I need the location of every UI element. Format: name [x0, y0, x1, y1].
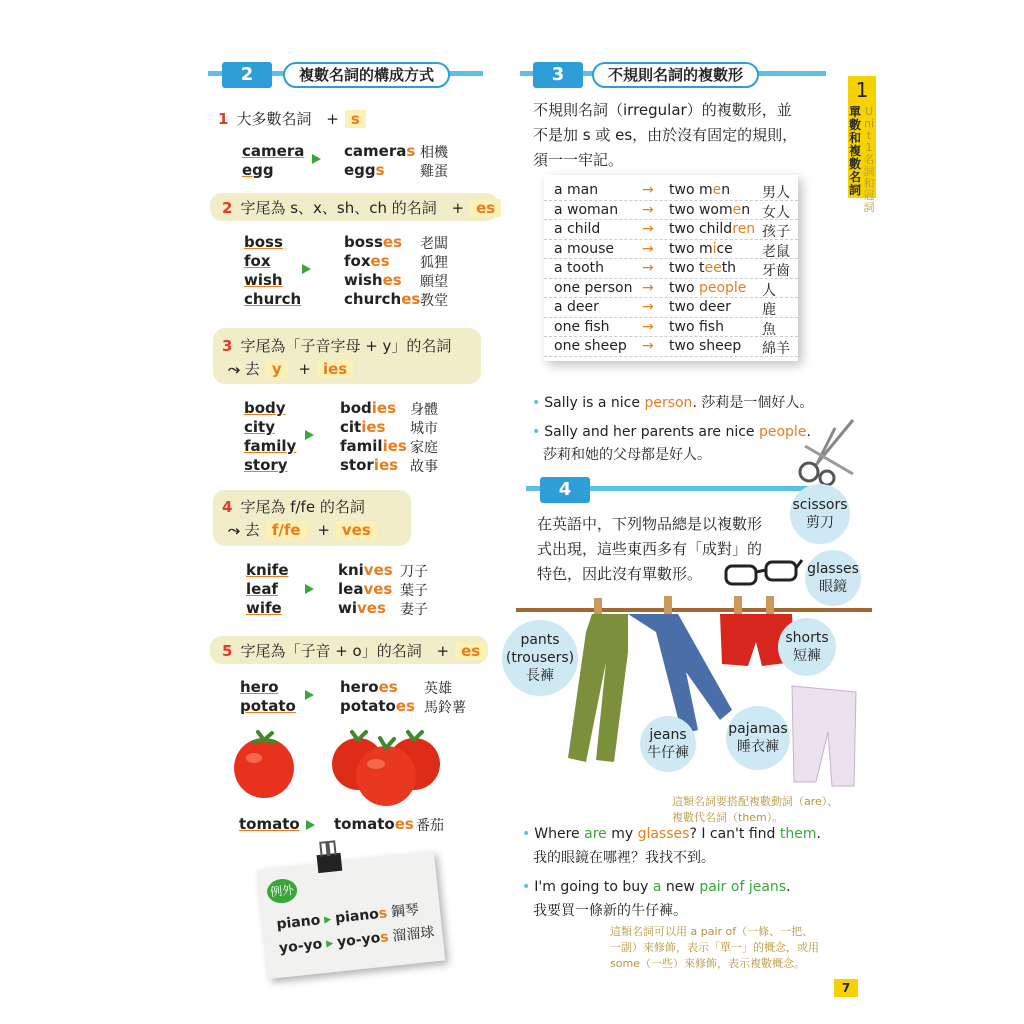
grammar-note-2 [610, 924, 819, 972]
plural-suffix: s [375, 161, 385, 179]
section-4-number: 4 [540, 477, 590, 503]
example-jeans: • I'm going to buy a new pair of jeans. [522, 879, 791, 895]
plural-stem: church [344, 290, 402, 308]
note-line: 複數代名詞（them）。 [672, 811, 784, 824]
plural-change: ee [704, 260, 722, 276]
plural-stem: egg [344, 161, 376, 179]
singular-text: wife [246, 599, 282, 617]
singular-text: a mouse [554, 240, 615, 257]
chinese-meaning: 人 [762, 282, 776, 299]
singular-word [246, 580, 278, 598]
plural-change: e [712, 182, 722, 198]
note-line: 這類名詞要搭配複數動詞（are）、 [672, 795, 839, 808]
singular-text: knife [246, 561, 289, 579]
tomato-image [228, 728, 300, 800]
plural-word [669, 338, 741, 354]
arrow-icon: → [642, 201, 654, 218]
chinese-meaning: 孩子 [762, 224, 790, 240]
exception-card [257, 851, 446, 979]
intro-line: 不規則名詞（irregular）的複數形，並 [533, 101, 792, 119]
plural-suffix: es [382, 271, 402, 289]
singular-text: one fish [554, 318, 610, 335]
irregular-row [544, 259, 798, 279]
singular-word [244, 271, 283, 289]
singular-word [240, 678, 279, 696]
plural-change: e [732, 201, 742, 218]
chinese-meaning: 牙齒 [762, 263, 790, 279]
rule-3: 3 字尾為「子音字母 + y」的名詞 [222, 337, 452, 355]
note-line: 這類名詞可以用 a pair of（一條、一把、 [610, 925, 814, 938]
section-2-title: 複數名詞的構成方式 [283, 62, 450, 88]
chinese-meaning: 番茄 [416, 818, 444, 834]
item-chinese: 長褲 [526, 668, 554, 684]
plural-word [340, 399, 396, 417]
singular-text: camera [242, 142, 305, 160]
grammar-note-1 [672, 794, 838, 826]
chinese-meaning: 狐狸 [420, 255, 448, 271]
plural-word [669, 241, 733, 257]
intro-line: 在英語中，下列物品總是以複數形 [537, 515, 763, 533]
rule-4: 4 字尾為 f/fe 的名詞 [222, 498, 365, 516]
chinese-meaning: 老鼠 [762, 243, 790, 260]
arrow-icon: → [642, 260, 654, 276]
item-chinese: 睡衣褲 [737, 739, 779, 755]
plural-word [669, 221, 755, 237]
arrow-icon: → [642, 221, 654, 237]
singular-text: body [244, 399, 286, 417]
arrow-icon [302, 264, 311, 274]
plural-stem: two child [669, 221, 733, 237]
chinese-meaning: 教堂 [420, 293, 448, 309]
rule-5: 5 字尾為「子音 + o」的名詞 + es [222, 640, 486, 661]
plural-word [669, 280, 746, 296]
plural-word [669, 260, 736, 276]
plural-word [669, 182, 730, 198]
singular-text: a man [554, 182, 599, 198]
item-label-glasses [805, 550, 861, 606]
arrow-icon: → [642, 299, 654, 315]
chinese-meaning: 綿羊 [762, 341, 790, 357]
plural-word [338, 561, 393, 579]
example-glasses-zh: 我的眼鏡在哪裡？我找不到。 [533, 850, 715, 866]
intro-line: 須一一牢記。 [533, 151, 624, 169]
item-label-scissors [790, 484, 850, 544]
section-3-intro [533, 98, 797, 173]
plural-suffix: es [370, 252, 390, 270]
chinese-meaning: 刀子 [400, 564, 428, 580]
plural-word [669, 319, 724, 335]
plural-stem: bod [340, 399, 372, 417]
plural-word [344, 161, 385, 179]
glasses-icon [722, 556, 804, 590]
irregular-row [544, 201, 798, 221]
irregular-row [544, 298, 798, 318]
chinese-meaning: 身體 [410, 402, 438, 418]
chinese-meaning: 女人 [762, 204, 790, 221]
example-people-zh: 莎莉和她的父母都是好人。 [543, 447, 711, 463]
chinese-meaning: 家庭 [410, 440, 438, 456]
chinese-meaning: 鹿 [762, 302, 776, 318]
plural-word [344, 290, 420, 308]
note-line: 一副）來修飾，表示「單一」的概念，或用 [610, 941, 819, 954]
scissors-icon [795, 416, 861, 486]
singular-word [242, 161, 274, 179]
plural-word [344, 271, 402, 289]
section-3-title: 不規則名詞的複數形 [592, 62, 759, 88]
singular-word [244, 233, 283, 251]
singular-word [244, 252, 271, 270]
item-chinese: 牛仔褲 [647, 745, 689, 761]
singular-word [244, 290, 301, 308]
chinese-meaning: 老闆 [420, 236, 448, 252]
exception-label: 例外 [266, 878, 298, 905]
plural-suffix: es [401, 290, 421, 308]
example-jeans-zh: 我要買一條新的牛仔褲。 [533, 903, 687, 919]
singular-word [244, 437, 296, 455]
unit-label: Unit 1 名詞和冠詞 [863, 105, 875, 214]
rule-2: 2 字尾為 s、x、sh、ch 的名詞 + es [222, 197, 501, 218]
plural-word [340, 697, 415, 715]
plural-stem: cit [340, 418, 362, 436]
plural-stem: wish [344, 271, 383, 289]
plural-stem: camera [344, 142, 407, 160]
item-english: glasses [807, 561, 859, 577]
singular-text: hero [240, 678, 279, 696]
plural-word [344, 252, 390, 270]
arrow-icon [305, 584, 314, 594]
chinese-meaning: 馬鈴薯 [424, 700, 466, 716]
plural-stem: kni [338, 561, 364, 579]
chinese-meaning: 葉子 [400, 583, 428, 599]
singular-text: egg [242, 161, 274, 179]
plural-rest: n [721, 182, 731, 198]
example-people: • Sally and her parents are nice people. [532, 424, 811, 440]
chinese-meaning: 英雄 [424, 681, 452, 697]
plural-rest: th [721, 260, 737, 276]
singular-word [246, 561, 289, 579]
plural-suffix: es [395, 697, 415, 715]
note-line: some（一些）來修飾，表示複數概念。 [610, 957, 805, 970]
irregular-row [544, 337, 798, 357]
intro-line: 式出現，這些東西多有「成對」的 [537, 540, 763, 558]
rule-1: 1 大多數名詞 + s [218, 108, 366, 129]
singular-word [246, 599, 282, 617]
item-label-pants [502, 620, 578, 696]
plural-suffix: es [378, 678, 398, 696]
section-3-number: 3 [533, 62, 583, 88]
binder-clip-icon [312, 839, 345, 876]
chinese-meaning: 男人 [762, 185, 790, 201]
arrow-icon: → [642, 182, 654, 198]
singular-word [242, 142, 304, 160]
singular-text: wish [244, 271, 283, 289]
arrow-icon: → [642, 279, 654, 296]
plural-stem: potato [340, 697, 396, 715]
singular-text: piano [275, 912, 322, 933]
plural-suffix: ies [371, 399, 397, 417]
intro-line: 不是加 s 或 es，由於沒有固定的規則， [533, 126, 798, 144]
plural-stem: yo-yo [336, 930, 382, 951]
section-2-number: 2 [222, 62, 272, 88]
plural-change: i [712, 240, 717, 257]
singular-word [239, 815, 300, 833]
singular-word [244, 418, 275, 436]
plural-stem: piano [334, 906, 380, 927]
chinese-meaning: 妻子 [400, 602, 428, 618]
item-chinese: 眼鏡 [819, 579, 847, 595]
plural-stem: tomato [334, 815, 395, 833]
singular-text: tomato [239, 815, 300, 833]
item-english: jeans [649, 727, 687, 743]
singular-text: one sheep [554, 338, 627, 354]
chapter-title: 單數和複數名詞 [848, 105, 861, 197]
rule-3-sub: ⤳ 去 y + ies [228, 358, 353, 379]
singular-text: potato [240, 697, 296, 715]
plural-suffix: s [406, 142, 416, 160]
arrow-icon: ▸ [325, 935, 335, 952]
chinese-meaning: 溜溜球 [391, 924, 436, 945]
item-english: shorts [785, 630, 829, 646]
item-english-alt: (trousers) [505, 650, 575, 666]
item-chinese: 短褲 [793, 648, 821, 664]
plural-stem: two m [669, 240, 713, 257]
plural-word [669, 299, 731, 315]
plural-stem: lea [338, 580, 364, 598]
singular-text: a deer [554, 299, 599, 315]
arrow-icon: → [642, 338, 654, 354]
plural-suffix: ies [361, 418, 386, 436]
item-label-jeans [640, 716, 696, 772]
singular-word [244, 456, 288, 474]
plural-suffix: ies [373, 456, 399, 474]
plural-word [340, 456, 398, 474]
irregular-table [544, 175, 798, 361]
singular-word [244, 399, 286, 417]
plural-stem: boss [344, 233, 383, 251]
plural-change: ren [732, 221, 756, 237]
plural-stem: famil [340, 437, 383, 455]
plural-suffix: ves [363, 561, 393, 579]
plural-word [340, 418, 385, 436]
rule-4-sub: ⤳ 去 f/fe + ves [228, 519, 377, 540]
chinese-meaning: 魚 [762, 321, 776, 338]
item-english: pants [520, 632, 560, 648]
irregular-row [544, 181, 798, 201]
plural-stem: two t [669, 260, 705, 276]
singular-text: leaf [246, 580, 278, 598]
singular-text: yo-yo [278, 936, 324, 957]
plural-suffix: ies [382, 437, 407, 455]
singular-text: church [244, 290, 302, 308]
irregular-row [544, 279, 798, 299]
plural-suffix: es [382, 233, 403, 251]
item-chinese: 剪刀 [806, 515, 834, 531]
arrow-icon [305, 430, 314, 440]
plural-word [340, 437, 407, 455]
intro-line: 特色，因此沒有單數形。 [537, 565, 703, 583]
plural-word [334, 815, 414, 833]
singular-text: a child [554, 221, 601, 237]
singular-text: a tooth [554, 260, 605, 276]
plural-word [340, 678, 398, 696]
item-label-shorts [778, 618, 836, 676]
chinese-meaning: 城市 [410, 421, 438, 437]
plural-word [669, 202, 750, 218]
singular-text: story [244, 456, 288, 474]
plural-stem: two fish [669, 318, 724, 335]
tomatoes-image [330, 724, 440, 808]
plural-word [344, 142, 415, 160]
chinese-meaning: 相機 [420, 145, 448, 161]
arrow-icon [312, 154, 321, 164]
plural-word [344, 233, 402, 251]
item-label-pajamas [726, 706, 790, 770]
plural-rest: ce [716, 240, 733, 257]
singular-text: city [244, 418, 275, 436]
arrow-icon: → [642, 318, 654, 335]
plural-suffix: s [379, 929, 390, 947]
plural-word [338, 599, 386, 617]
singular-text: one person [554, 279, 633, 296]
item-english: pajamas [728, 721, 788, 737]
chapter-number: 1 [855, 78, 869, 102]
plural-change: people [698, 279, 747, 296]
plural-suffix: s [377, 905, 388, 923]
item-english: scissors [792, 497, 848, 513]
page-number: 7 [834, 979, 858, 997]
plural-stem: stor [340, 456, 374, 474]
plural-rest: n [741, 201, 751, 218]
plural-stem: two [669, 279, 699, 296]
irregular-row [544, 318, 798, 338]
singular-text: boss [244, 233, 283, 251]
singular-text: a woman [554, 201, 619, 218]
plural-stem: two m [669, 182, 713, 198]
arrow-icon [306, 820, 315, 830]
arrow-icon [305, 690, 314, 700]
plural-stem: hero [340, 678, 379, 696]
chinese-meaning: 雞蛋 [420, 164, 448, 180]
plural-stem: two wom [669, 201, 733, 218]
plural-suffix: ves [363, 580, 393, 598]
plural-stem: two sheep [669, 338, 742, 354]
chinese-meaning: 故事 [410, 459, 438, 475]
plural-stem: fox [344, 252, 371, 270]
plural-word [338, 580, 392, 598]
example-glasses: • Where are my glasses? I can't find them. [522, 826, 821, 842]
plural-suffix: es [394, 815, 414, 833]
plural-stem: two deer [669, 299, 731, 315]
arrow-icon: → [642, 240, 654, 257]
plural-stem: wi [338, 599, 357, 617]
irregular-row [544, 220, 798, 240]
irregular-row [544, 240, 798, 260]
singular-text: family [244, 437, 297, 455]
singular-text: fox [244, 252, 271, 270]
chinese-meaning: 願望 [420, 274, 448, 290]
example-person: • Sally is a nice person. 莎莉是一個好人。 [532, 395, 814, 411]
singular-word [240, 697, 296, 715]
plural-suffix: ves [357, 599, 386, 617]
arrow-icon: ▸ [323, 911, 333, 928]
chinese-meaning: 鋼琴 [390, 901, 420, 921]
